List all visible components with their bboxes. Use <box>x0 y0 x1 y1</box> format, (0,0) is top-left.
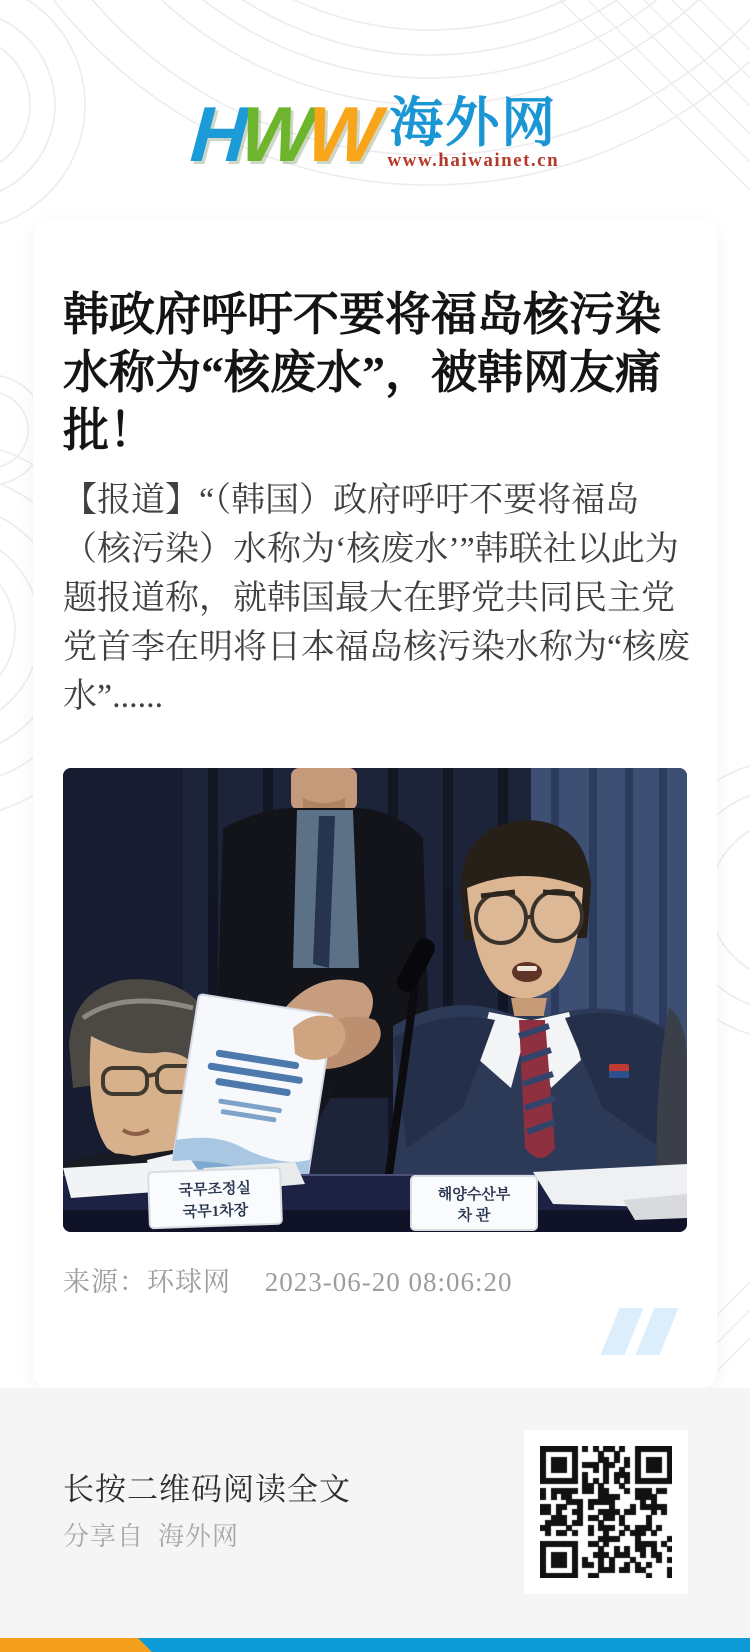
bottom-color-bar <box>0 1638 750 1652</box>
quote-slashes-decoration <box>599 1308 669 1355</box>
logo-letters <box>187 90 377 178</box>
logo-letter-w2: W <box>303 90 377 178</box>
article-card <box>33 220 717 1388</box>
qr-code-box <box>524 1430 688 1594</box>
source-name: 来源：环球网 <box>63 1267 231 1297</box>
svg-text:해양수산부: 해양수산부 <box>437 1187 511 1203</box>
publish-datetime: 2023-06-20 08:06:20 <box>264 1267 513 1297</box>
site-url: www.haiwainet.cn <box>387 150 560 171</box>
logo-letter-h: H <box>187 90 244 178</box>
site-logo <box>0 88 750 178</box>
article-excerpt: 【报道】“（韩国）政府呼吁不要将福岛（核污染）水称为‘核废水’”韩联社以此为题报道称，就韩国最大在野党共同民主党党首李在明将日本福岛核污染水称为“核废水”...... <box>63 482 691 715</box>
qr-cta-text: 长按二维码阅读全文 <box>63 1472 351 1507</box>
svg-text:차 관: 차 관 <box>457 1208 491 1224</box>
site-name: 海外网 <box>389 93 558 153</box>
footer <box>0 1388 750 1638</box>
source-row <box>63 1260 513 1299</box>
article-photo <box>63 768 687 1232</box>
svg-text:국무조정실: 국무조정실 <box>178 1180 252 1200</box>
share-from-text: 分享自 海外网 <box>63 1522 240 1551</box>
name-plate-left <box>148 1168 282 1229</box>
name-plate-right <box>411 1176 537 1230</box>
bottom-bar-orange-segment <box>0 1638 160 1652</box>
logo-letter-w1: W <box>237 90 310 178</box>
svg-text:국무1차장: 국무1차장 <box>182 1202 249 1222</box>
article-title: 韩政府呼吁不要将福岛核污染水称为“核废水”，被韩网友痛批！ <box>63 289 661 456</box>
qr-code[interactable] <box>540 1446 672 1578</box>
